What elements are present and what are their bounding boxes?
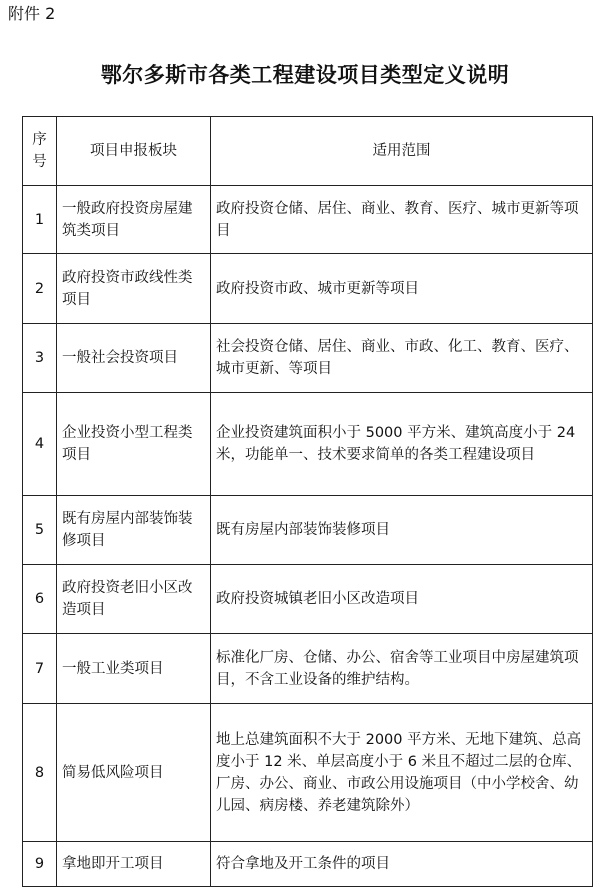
table-row	[23, 186, 593, 254]
row-number: 6	[23, 565, 57, 634]
row-number: 3	[23, 324, 57, 393]
row-number: 2	[23, 254, 57, 324]
row-scope: 既有房屋内部装饰装修项目	[211, 496, 593, 565]
row-project-block: 简易低风险项目	[57, 704, 211, 842]
row-project-block: 既有房屋内部装饰装修项目	[57, 496, 211, 565]
table-row	[23, 842, 593, 887]
row-project-block: 一般工业类项目	[57, 634, 211, 704]
row-project-block: 一般政府投资房屋建筑类项目	[57, 186, 211, 254]
table-row	[23, 254, 593, 324]
table-row	[23, 634, 593, 704]
project-type-table	[22, 116, 593, 887]
row-scope: 政府投资城镇老旧小区改造项目	[211, 565, 593, 634]
row-scope: 企业投资建筑面积小于 5000 平方米、建筑高度小于 24米，功能单一、技术要求简单的各类工程建设项目	[211, 393, 593, 496]
row-scope: 标准化厂房、仓储、办公、宿舍等工业项目中房屋建筑项目，不含工业设备的维护结构。	[211, 634, 593, 704]
table-row	[23, 704, 593, 842]
table-row	[23, 393, 593, 496]
page-title: 鄂尔多斯市各类工程建设项目类型定义说明	[100, 63, 510, 87]
table-row	[23, 496, 593, 565]
row-number: 8	[23, 704, 57, 842]
attachment-label: 附件 2	[8, 4, 56, 23]
header-serial-number: 序号	[23, 117, 57, 186]
row-project-block: 拿地即开工项目	[57, 842, 211, 887]
row-number: 4	[23, 393, 57, 496]
table-header-row	[23, 117, 593, 186]
row-project-block: 企业投资小型工程类项目	[57, 393, 211, 496]
row-scope: 地上总建筑面积不大于 2000 平方米、无地下建筑、总高度小于 12 米、单层高度小于 6 米且不超过二层的仓库、厂房、办公、商业、市政公用设施项目（中小学校舍、幼儿园、病房楼、养老建筑除外）	[211, 704, 593, 842]
row-number: 1	[23, 186, 57, 254]
header-scope: 适用范围	[211, 117, 593, 186]
row-project-block: 政府投资市政线性类项目	[57, 254, 211, 324]
row-scope: 社会投资仓储、居住、商业、市政、化工、教育、医疗、城市更新、等项目	[211, 324, 593, 393]
row-number: 7	[23, 634, 57, 704]
table-row	[23, 324, 593, 393]
row-scope: 政府投资仓储、居住、商业、教育、医疗、城市更新等项目	[211, 186, 593, 254]
row-number: 9	[23, 842, 57, 887]
header-project-block: 项目申报板块	[57, 117, 211, 186]
row-scope: 政府投资市政、城市更新等项目	[211, 254, 593, 324]
row-project-block: 一般社会投资项目	[57, 324, 211, 393]
row-project-block: 政府投资老旧小区改造项目	[57, 565, 211, 634]
table-row	[23, 565, 593, 634]
row-number: 5	[23, 496, 57, 565]
row-scope: 符合拿地及开工条件的项目	[211, 842, 593, 887]
